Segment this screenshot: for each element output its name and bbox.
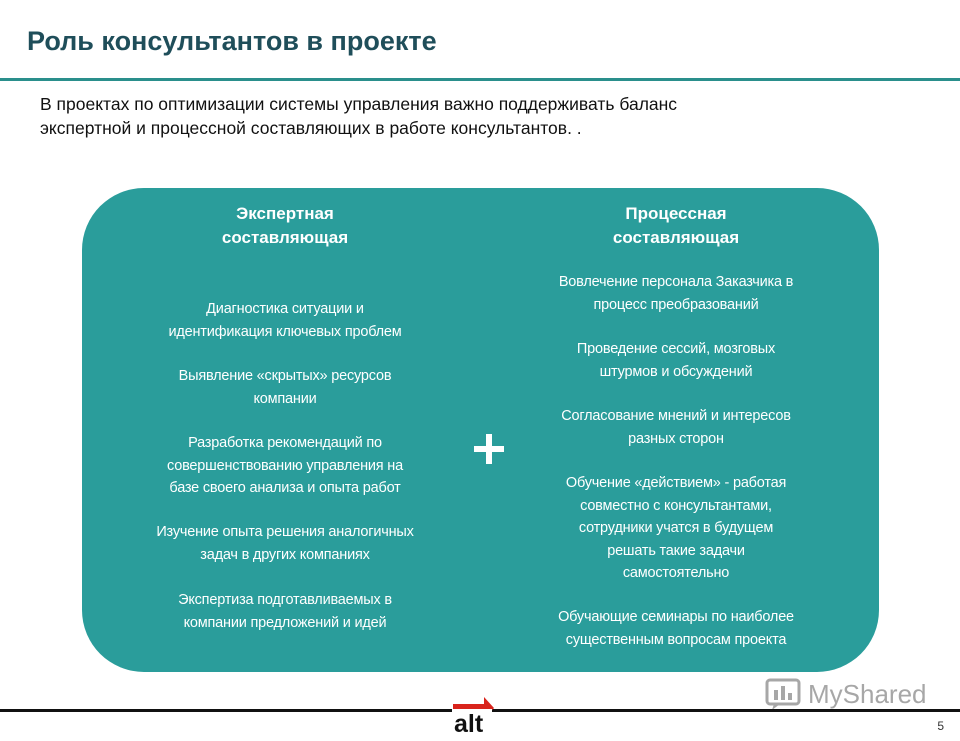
item-line: самостоятельно <box>622 565 730 581</box>
roles-panel <box>82 188 879 672</box>
plus-icon <box>471 431 507 467</box>
item-line: Диагностика ситуации и <box>206 301 364 317</box>
heading-line: составляющая <box>221 228 349 247</box>
item-line: базе своего анализа и опыта работ <box>169 480 401 496</box>
item-line: процесс преобразований <box>593 296 759 313</box>
process-item <box>526 472 826 585</box>
expert-item <box>140 589 430 634</box>
item-line: компании <box>253 390 317 407</box>
process-item <box>526 606 826 651</box>
item-line: Согласование мнений и интересов <box>561 408 791 424</box>
heading-line: Экспертная <box>236 204 334 223</box>
process-item <box>526 271 826 316</box>
myshared-watermark <box>764 676 934 712</box>
item-line: идентификация ключевых проблем <box>168 323 402 340</box>
process-item <box>526 405 826 450</box>
title-divider <box>0 78 960 81</box>
item-line: Выявление «скрытых» ресурсов <box>178 368 392 384</box>
item-line: Обучение «действием» - работая <box>565 475 787 491</box>
slide-title: Роль консультантов в проекте <box>27 26 437 56</box>
heading-line: Процессная <box>625 204 727 223</box>
intro-line: экспертной и процессной составляющих в работе консультантов. . <box>40 118 582 138</box>
item-line: существенным вопросам проекта <box>565 631 787 648</box>
expert-item <box>140 298 430 343</box>
process-item <box>526 338 826 383</box>
watermark-text: MyShared <box>808 679 927 709</box>
item-line: сотрудники учатся в будущем <box>578 520 774 536</box>
expert-item <box>140 521 430 566</box>
expert-item <box>140 432 430 500</box>
item-line: Вовлечение персонала Заказчика в <box>558 274 794 290</box>
item-line: разных сторон <box>628 430 724 447</box>
item-line: совершенствованию управления на <box>167 457 403 474</box>
process-column-heading <box>526 202 826 250</box>
logo-text: alt <box>454 710 484 736</box>
item-line: компании предложений и идей <box>183 614 387 631</box>
item-line: Экспертиза подготавливаемых в <box>178 592 392 608</box>
expert-column-heading <box>140 202 430 250</box>
item-line: совместно с консультантами, <box>580 497 772 514</box>
item-line: решать такие задачи <box>607 542 745 559</box>
item-line: Проведение сессий, мозговых <box>576 341 776 357</box>
intro-line: В проектах по оптимизации системы управления важно поддерживать баланс <box>40 94 678 114</box>
intro-text <box>40 92 900 140</box>
item-line: штурмов и обсуждений <box>599 363 753 380</box>
item-line: задач в других компаниях <box>200 546 370 563</box>
item-line: Разработка рекомендаций по <box>188 435 382 451</box>
myshared-logo-icon <box>764 676 804 712</box>
heading-line: составляющая <box>612 228 740 247</box>
page-number: 5 <box>937 719 944 733</box>
item-line: Обучающие семинары по наиболее <box>558 609 794 625</box>
alt-arrow-logo <box>450 690 496 736</box>
expert-item <box>140 365 430 410</box>
item-line: Изучение опыта решения аналогичных <box>156 524 414 540</box>
